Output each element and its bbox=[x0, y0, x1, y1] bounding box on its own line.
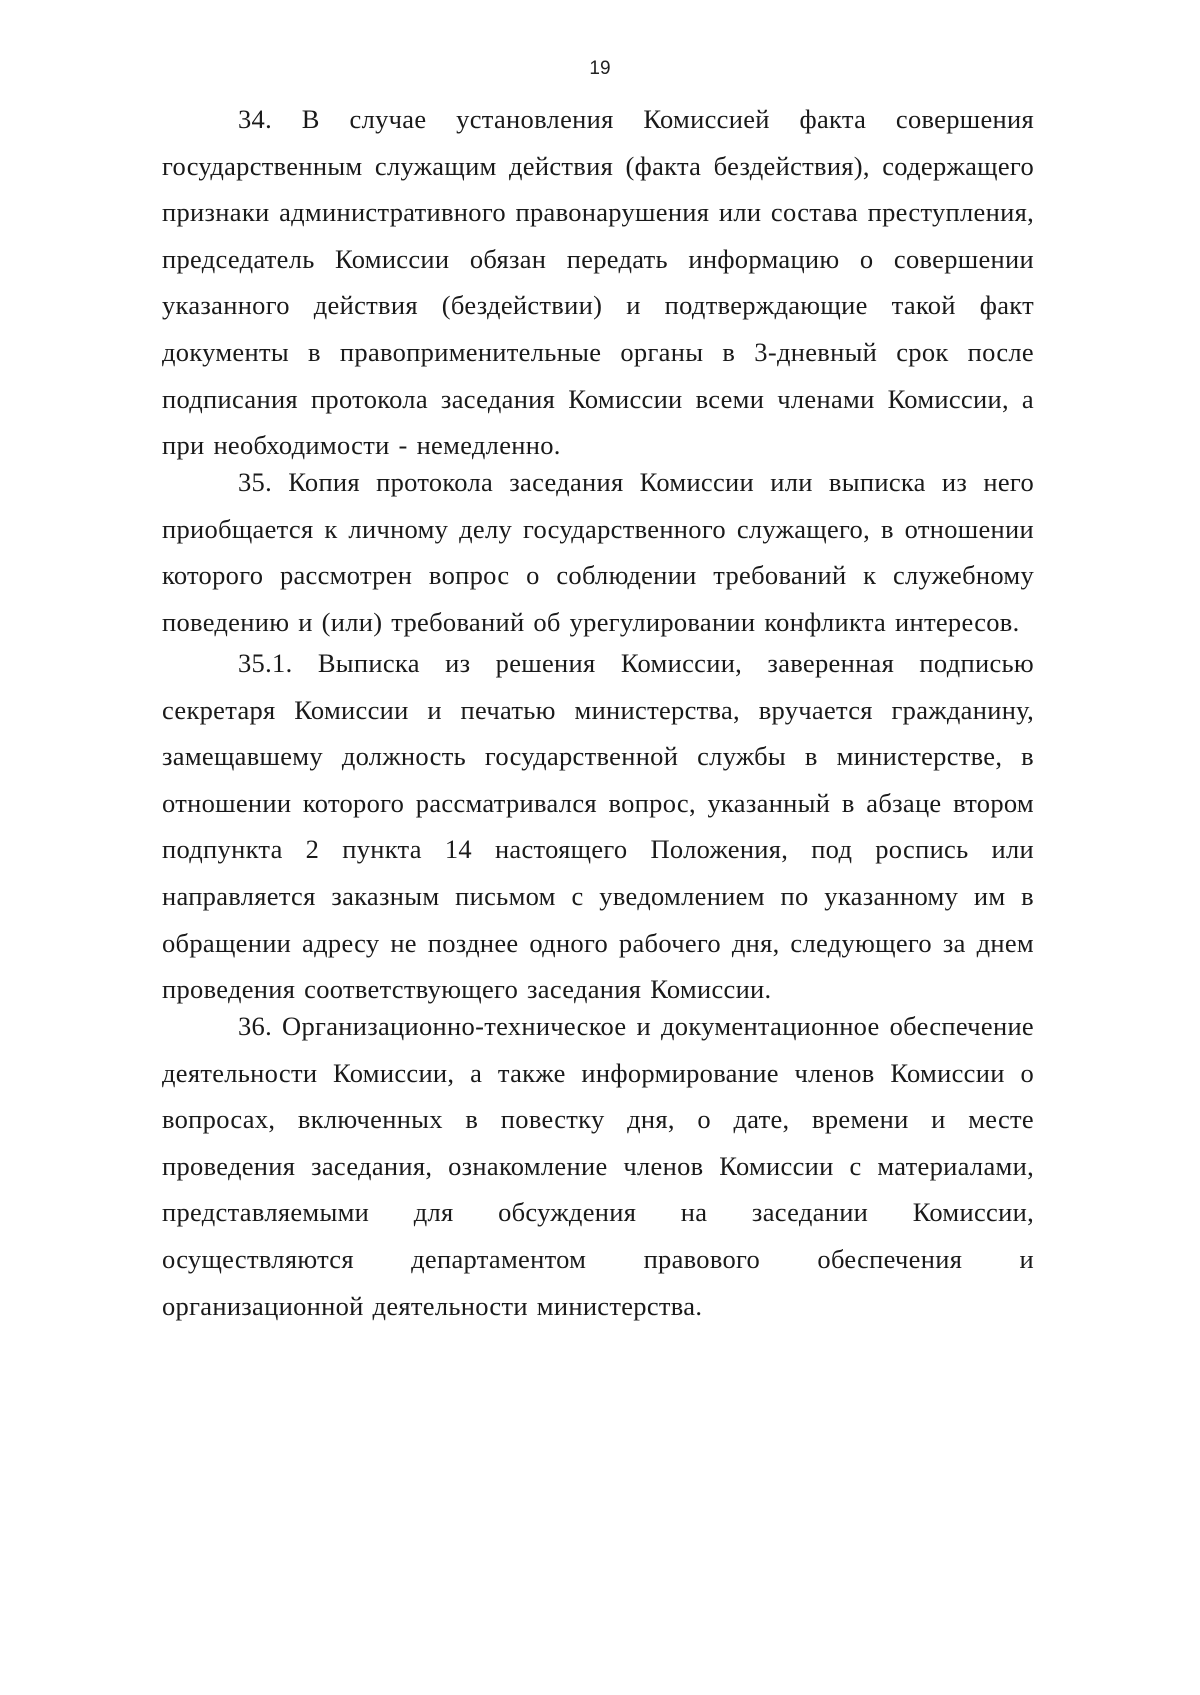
paragraph-36-text: 36. Организационно-техническое и документационное обеспечение деятельности Комиссии, а также информирование членов Комиссии о вопросах, включенных в повестку дня, о дате, времени и месте проведения заседания, ознакомление членов Комиссии с материалами, представляемыми для обсуждения на заседании Комиссии, осуществляются департаментом правового обеспечения и организационной деятельности министерства. bbox=[162, 1011, 1034, 1321]
paragraph-35-1 bbox=[162, 640, 1034, 1013]
paragraph-35-1-text: 35.1. Выписка из решения Комиссии, заверенная подписью секретаря Комиссии и печатью министерства, вручается гражданину, замещавшему должность государственной службы в министерстве, в отношении которого рассматривался вопрос, указанный в абзаце втором подпункта 2 пункта 14 настоящего Положения, под роспись или направляется заказным письмом с уведомлением по указанному им в обращении адресу не позднее одного рабочего дня, следующего за днем проведения соответствующего заседания Комиссии. bbox=[162, 648, 1034, 1005]
paragraph-35 bbox=[162, 459, 1034, 645]
page-number: 19 bbox=[589, 58, 611, 79]
paragraph-34 bbox=[162, 96, 1034, 469]
paragraph-34-text: 34. В случае установления Комиссией факта совершения государственным служащим действия (факта бездействия), содержащего признаки административного правонарушения или состава преступления, председатель Комиссии обязан передать информацию о совершении указанного действия (бездействии) и подтверждающие такой факт документы в правоприменительные органы в 3-дневный срок после подписания протокола заседания Комиссии всеми членами Комиссии, а при необходимости - немедленно. bbox=[162, 104, 1034, 461]
paragraph-35-text: 35. Копия протокола заседания Комиссии или выписка из него приобщается к личному делу государственного служащего, в отношении которого рассмотрен вопрос о соблюдении требований к служебному поведению и (или) требований об урегулировании конфликта интересов. bbox=[162, 467, 1034, 637]
paragraph-36 bbox=[162, 1003, 1034, 1329]
